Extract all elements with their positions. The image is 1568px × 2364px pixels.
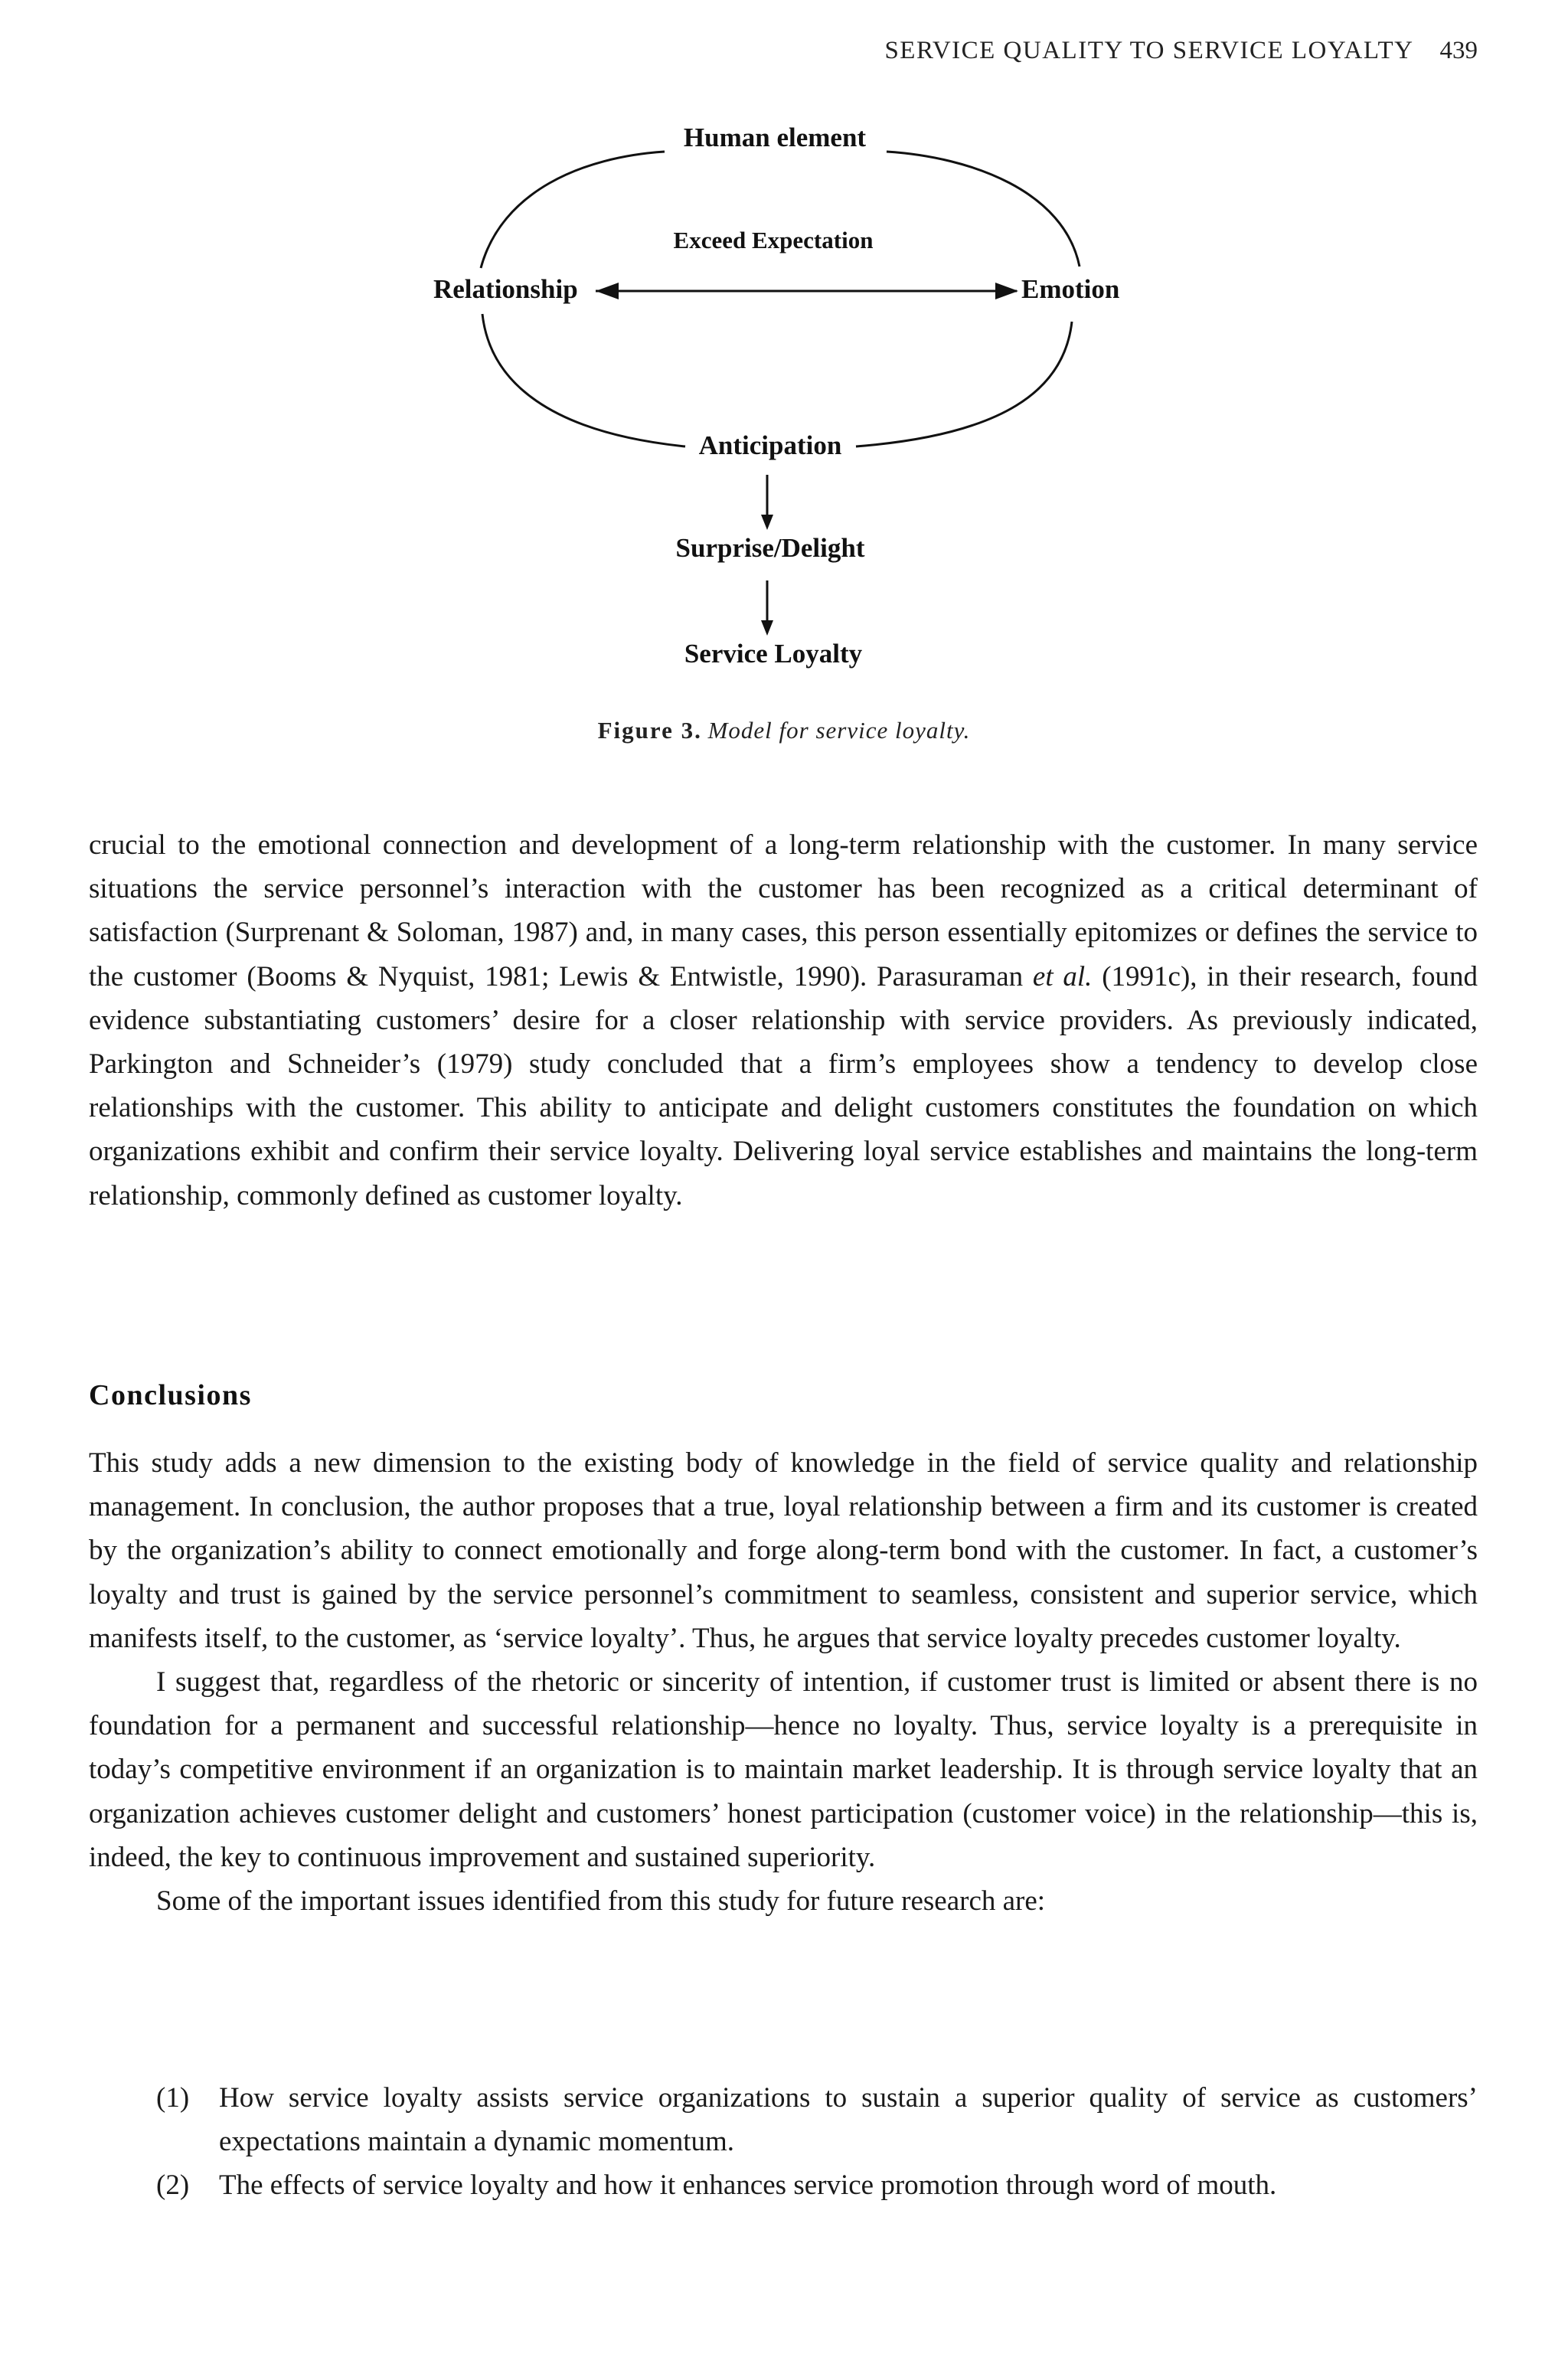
list-item-text: How service loyalty assists service organizations to sustain a superior quality of service as customers’ expectations maintain a dynamic momentum.: [219, 2082, 1478, 2158]
paragraph-italic: et al.: [1032, 960, 1093, 992]
cycle-arc-bottom-right: [856, 322, 1072, 446]
figure-service-loyalty-model: [0, 0, 1568, 766]
caption-text: Model for service loyalty.: [707, 717, 971, 744]
figure-caption: [0, 717, 1568, 744]
conclusions-paragraph: This study adds a new dimension to the existing body of knowledge in the field of service quality and relationship management. In conclusion, the author proposes that a true, loyal relationship between a firm and its customer is created by the organization’s ability to connect emotionally and forge along-term bond with the customer. In fact, a customer’s loyalty and trust is gained by the service personnel’s commitment to seamless, consistent and superior service, which manifests itself, to the customer, as ‘service loyalty’. Thus, he argues that service loyalty precedes customer loyalty.: [89, 1447, 1478, 1654]
conclusions-body: [89, 1441, 1478, 1923]
paragraph-text: (1991c), in their research, found evidence substantiating customers’ desire for a closer relationship with service providers. As previously indicated, Parkington and Schneider’s (1979) study concluded that a firm’s employees show a tendency to develop close relationships with the customer. This ability to anticipate and delight customers constitutes the foundation on which organizations exhibit and confirm their service loyalty. Delivering loyal service establishes and maintains the long-term relationship, commonly defined as customer loyalty.: [89, 960, 1478, 1211]
arrowhead-right: [995, 283, 1018, 299]
paragraph-text: crucial to the emotional connection and development of a long-term relationship with the customer. In many service situations the service personnel’s interaction with the customer has been recognized as a critical determinant of satisfaction (Surprenant & Soloman, 1987) and, in many cases, this person essentially epitomizes or defines the service to the customer (Booms & Nyquist, 1981; Lewis & Entwistle, 1990). Parasuraman: [89, 829, 1478, 992]
label-human-element: Human element: [683, 123, 867, 152]
cycle-arc-top-right: [887, 152, 1080, 266]
label-emotion: Emotion: [1021, 274, 1120, 304]
label-exceed-expectation: Exceed Expectation: [673, 227, 874, 253]
list-item: [89, 2163, 1478, 2207]
list-item-number: (2): [156, 2169, 190, 2202]
label-surprise-delight: Surprise/Delight: [675, 533, 865, 563]
label-anticipation: Anticipation: [698, 430, 842, 460]
label-service-loyalty: Service Loyalty: [684, 639, 863, 669]
label-relationship: Relationship: [433, 274, 578, 304]
list-item: [89, 2076, 1478, 2163]
cycle-arc-top-left: [481, 152, 665, 268]
arrowhead-left: [596, 283, 619, 299]
section-heading-conclusions: Conclusions: [89, 1379, 252, 1411]
page-number: 439: [1439, 37, 1478, 64]
arrow-to-surprise-head: [761, 515, 773, 530]
list-item-number: (1): [156, 2082, 190, 2114]
arrow-to-loyalty-head: [761, 620, 773, 636]
body-paragraph-continued: [89, 823, 1478, 1218]
cycle-arc-bottom-left: [482, 314, 685, 446]
caption-label: Figure 3.: [597, 717, 702, 744]
future-research-list: [89, 2076, 1478, 2208]
list-item-text: The effects of service loyalty and how it enhances service promotion through word of mouth.: [219, 2169, 1277, 2202]
conclusions-paragraph: Some of the important issues identified from this study for future research are:: [156, 1885, 1046, 1918]
running-head-title: SERVICE QUALITY TO SERVICE LOYALTY: [884, 37, 1414, 64]
conclusions-paragraph: I suggest that, regardless of the rhetoric or sincerity of intention, if customer trust is limited or absent there is no foundation for a permanent and successful relationship—hence no loyalty. Thus, service loyalty is a prerequisite in today’s competitive environment if an organization is to maintain market leadership. It is through service loyalty that an organization achieves customer delight and customers’ honest participation (customer voice) in the relationship—this is, indeed, the key to continuous improvement and sustained superiority.: [89, 1666, 1478, 1873]
